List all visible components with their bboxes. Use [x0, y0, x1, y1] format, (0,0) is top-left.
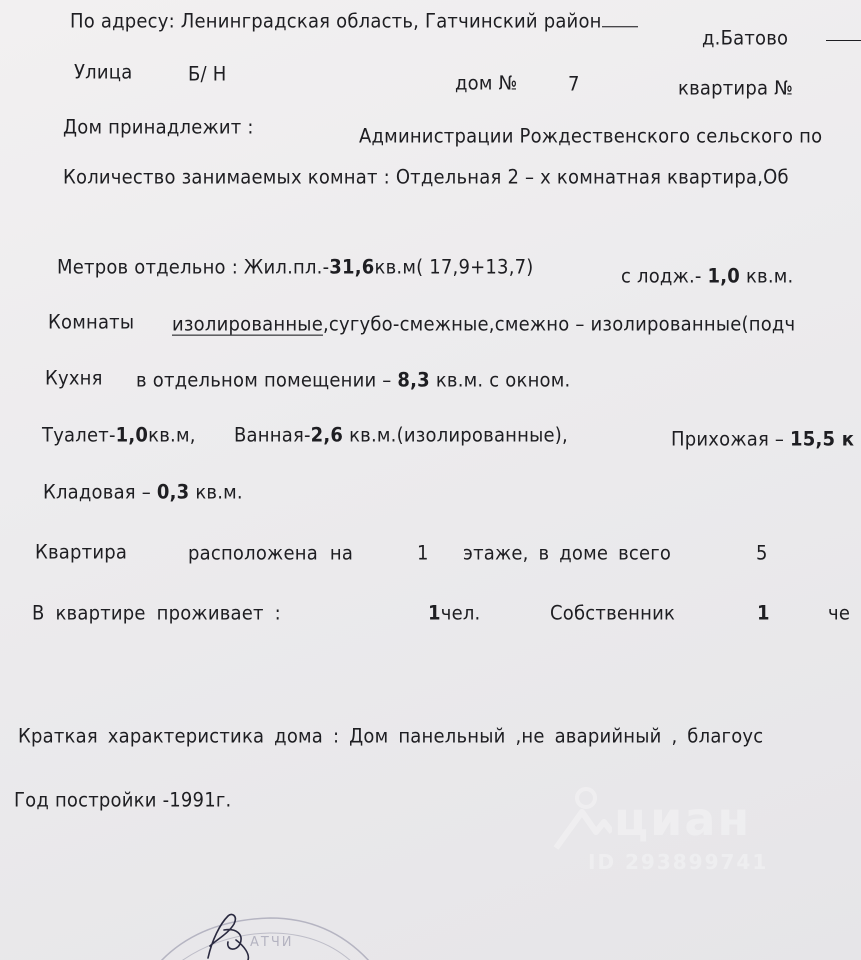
storage-prefix: Кладовая –: [43, 481, 151, 504]
loggia-unit: кв.м.: [745, 265, 794, 288]
area-line: [57, 256, 534, 279]
rooms-type-line: [172, 313, 795, 336]
toilet-prefix: Туалет-: [42, 424, 116, 447]
toilet-value: 1,0: [115, 424, 149, 447]
bath-unit: кв.м.(изолированные),: [349, 424, 568, 447]
living-area-unit: кв.м(: [374, 256, 424, 279]
street-label: Улица: [74, 61, 133, 84]
rooms-type-label: Комнаты: [48, 311, 135, 334]
year-line: [14, 789, 231, 812]
bath-prefix: Ванная-: [234, 424, 311, 447]
address-line: [70, 10, 638, 33]
rooms-type-rest: ,сугубо-смежные,смежно – изолированные(подч: [323, 313, 796, 336]
watermark-brand: циан: [614, 792, 752, 846]
floor-text2: этаже, в доме всего: [463, 542, 672, 565]
rooms-count-line: [63, 166, 789, 189]
village-blank: [826, 40, 861, 41]
owner-label: Дом принадлежит :: [63, 116, 254, 139]
owner-count-label: Собственник: [550, 602, 676, 625]
owner-count-value: 1: [757, 602, 770, 625]
bath-line: [234, 424, 568, 447]
loggia-prefix: с лодж.-: [621, 265, 702, 288]
address-region: Ленинградская область, Гатчинский район: [180, 10, 602, 33]
hall-value: 15,5 к: [790, 428, 855, 451]
building-line: [18, 725, 763, 748]
building-label: Краткая характеристика дома :: [18, 725, 340, 748]
residents-label: В квартире проживает :: [32, 602, 281, 625]
kitchen-label: Кухня: [45, 367, 103, 390]
residents-count-unit: чел.: [440, 602, 481, 625]
kitchen-line: [136, 369, 570, 392]
loggia-value: 1,0: [707, 265, 741, 288]
cian-logo-icon: [552, 782, 612, 852]
storage-value: 0,3: [156, 481, 190, 504]
owner-count-unit: че: [828, 602, 851, 625]
storage-line: [43, 481, 243, 504]
rooms-type-selected: изолированные: [172, 313, 323, 336]
address-label: По адресу:: [70, 10, 175, 33]
hall-line: [671, 428, 854, 451]
house-value: 7: [568, 73, 580, 96]
floor-label: Квартира: [35, 541, 128, 564]
kitchen-area-value: 8,3: [397, 369, 430, 392]
address-blank: [602, 26, 638, 27]
floor-total-value: 5: [756, 542, 768, 565]
owner-value: Администрации Рождественского сельского по: [359, 125, 823, 148]
rooms-count-value: Отдельная 2 – х комнатная квартира,Об: [395, 166, 789, 189]
street-value: Б/ Н: [188, 63, 227, 86]
toilet-unit: кв.м,: [148, 424, 196, 447]
floor-value: 1: [417, 542, 429, 565]
rooms-count-label: Количество занимаемых комнат :: [63, 166, 390, 189]
cian-watermark: [552, 782, 782, 882]
address-village: д.Батово: [702, 27, 789, 50]
kitchen-text-suffix: кв.м. с окном.: [435, 369, 571, 392]
residents-count-line: [428, 602, 480, 625]
hall-prefix: Прихожая –: [671, 428, 785, 451]
bath-value: 2,6: [310, 424, 344, 447]
apartment-label: квартира №: [678, 77, 794, 100]
year-value: -1991г.: [162, 789, 232, 812]
loggia-line: [621, 265, 793, 288]
floor-text1: расположена на: [188, 542, 354, 565]
year-label: Год постройки: [14, 789, 157, 812]
storage-unit: кв.м.: [195, 481, 243, 504]
living-area-value: 31,6: [329, 256, 375, 279]
stamp-icon: [140, 900, 370, 960]
kitchen-text-prefix: в отдельном помещении –: [136, 369, 392, 392]
residents-count: 1: [428, 602, 441, 625]
living-prefix: Жил.пл.-: [243, 256, 330, 279]
living-area-breakdown: 17,9+13,7): [429, 256, 534, 279]
building-value: Дом панельный ,не аварийный , благоус: [349, 725, 764, 748]
toilet-line: [42, 424, 196, 447]
watermark-id: ID 293899741: [588, 850, 769, 874]
svg-text:АТЧИ: АТЧИ: [250, 935, 294, 950]
area-label: Метров отдельно :: [57, 256, 238, 279]
house-label: дом №: [455, 72, 518, 95]
